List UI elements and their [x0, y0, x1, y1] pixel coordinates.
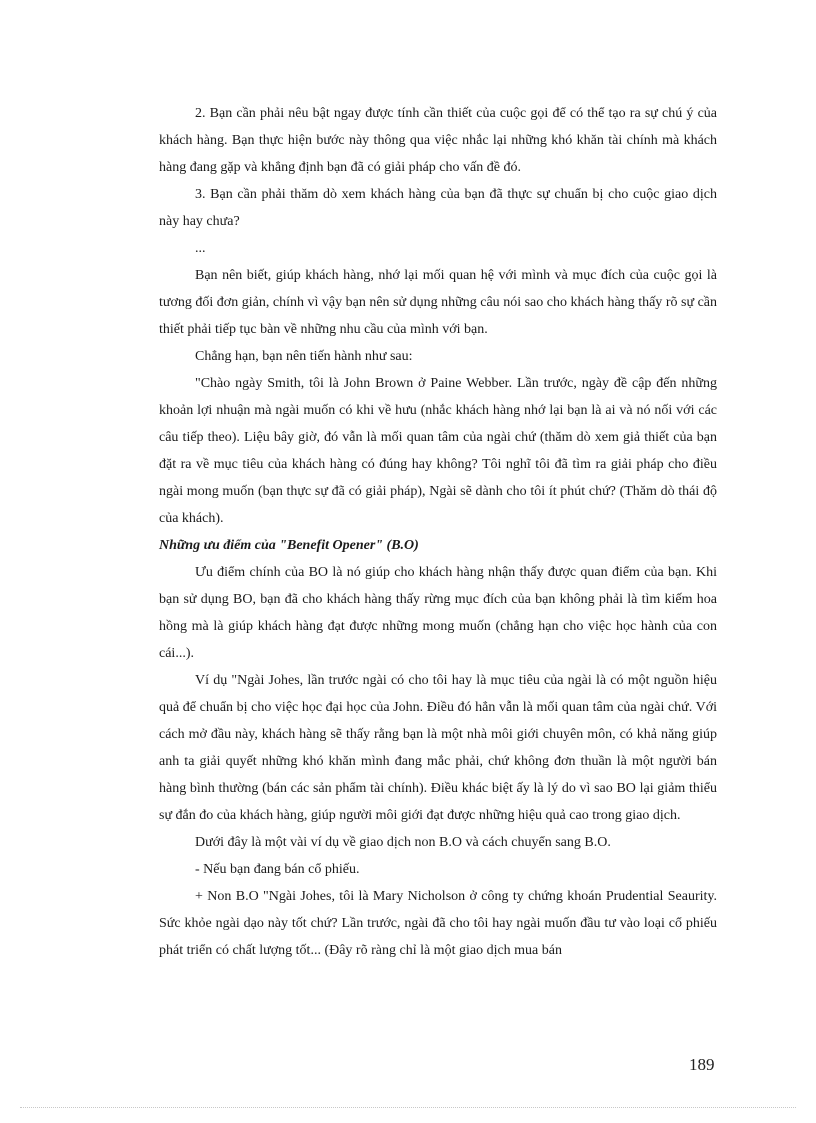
paragraph-ellipsis: ...	[195, 241, 206, 256]
paragraph-example-lead: Chẳng hạn, bạn nên tiến hành như sau:	[195, 349, 413, 364]
paragraph-step-2: 2. Bạn cần phải nêu bật ngay được tính cần thiết của cuộc gọi để có thể tạo ra sự chú ý của khách hàng. Bạn thực hiện bước này thông qua việc nhắc lại những khó khăn tài chính mà khách hàng đang gặp và khẳng định bạn đã có giải pháp cho vấn đề đó.	[159, 106, 717, 175]
paragraph-advantage: Ưu điểm chính của BO là nó giúp cho khách hàng nhận thấy được quan điểm của bạn. Khi bạn sử dụng BO, bạn đã cho khách hàng thấy rừng mục đích của bạn không phải là tìm kiếm hoa hồng mà là giúp khách hàng đạt được những mong muốn (chẳng hạn cho việc học hành của con cái...).	[159, 565, 717, 661]
paragraph-step-3: 3. Bạn cần phải thăm dò xem khách hàng của bạn đã thực sự chuẩn bị cho cuộc giao dịch này hay chưa?	[159, 187, 717, 229]
paragraph-stock-case: - Nếu bạn đang bán cổ phiếu.	[195, 862, 360, 877]
paragraph-examples-intro: Dưới đây là một vài ví dụ về giao dịch non B.O và cách chuyển sang B.O.	[195, 835, 611, 850]
paragraph-example-quote: "Chào ngày Smith, tôi là John Brown ở Paine Webber. Lần trước, ngày đề cập đến những khoản lợi nhuận mà ngài muốn có khi về hưu (nhắc khách hàng nhớ lại bạn là ai và nó nối với các câu tiếp theo). Liệu bây giờ, đó vẫn là mối quan tâm của ngài chứ (thăm dò xem giả thiết của bạn đặt ra về mục tiêu của khách hàng có đúng hay không? Tôi nghĩ tôi đã tìm ra giải pháp cho điều ngài mong muốn (bạn thực sự đã có giải pháp), Ngài sẽ dành cho tôi ít phút chứ? (Thăm dò thái độ của khách).	[159, 376, 717, 526]
paragraph-example-johes: Ví dụ "Ngài Johes, lần trước ngài có cho tôi hay là mục tiêu của ngài là có một nguồn hiệu quả để chuẩn bị cho việc học đại học của John. Điều đó hẳn vẫn là mối quan tâm của ngài chứ. Với cách mở đầu này, khách hàng sẽ thấy rằng bạn là một nhà môi giới chuyên môn, có khả năng giúp anh ta giải quyết những khó khăn mình đang mắc phải, chứ không đơn thuần là một người bán hàng bình thường (bán các sản phẩm tài chính). Điều khác biệt ấy là lý do vì sao BO lại giảm thiểu sự đắn đo của khách hàng, giúp người môi giới đạt được những hiệu quả cao trong giao dịch.	[159, 673, 717, 823]
body-text	[159, 100, 717, 964]
section-heading: Những ưu điểm của "Benefit Opener" (B.O)	[159, 538, 419, 553]
footer-divider	[20, 1107, 796, 1108]
paragraph-intro: Bạn nên biết, giúp khách hàng, nhớ lại mối quan hệ với mình và mục đích của cuộc gọi là tương đối đơn giản, chính vì vậy bạn nên sử dụng những câu nói sao cho khách hàng thấy rõ sự cần thiết phải tiếp tục bàn về những nhu cầu của mình với bạn.	[159, 268, 717, 337]
paragraph-non-bo: + Non B.O "Ngài Johes, tôi là Mary Nicholson ở công ty chứng khoán Prudential Seaurity. Sức khỏe ngài dạo này tốt chứ? Lần trước, ngài đã cho tôi hay ngài muốn đầu tư vào loại cổ phiếu phát triển có chất lượng tốt... (Đây rõ ràng chỉ là một giao dịch mua bán	[159, 889, 717, 958]
page-number: 189	[689, 1055, 715, 1074]
